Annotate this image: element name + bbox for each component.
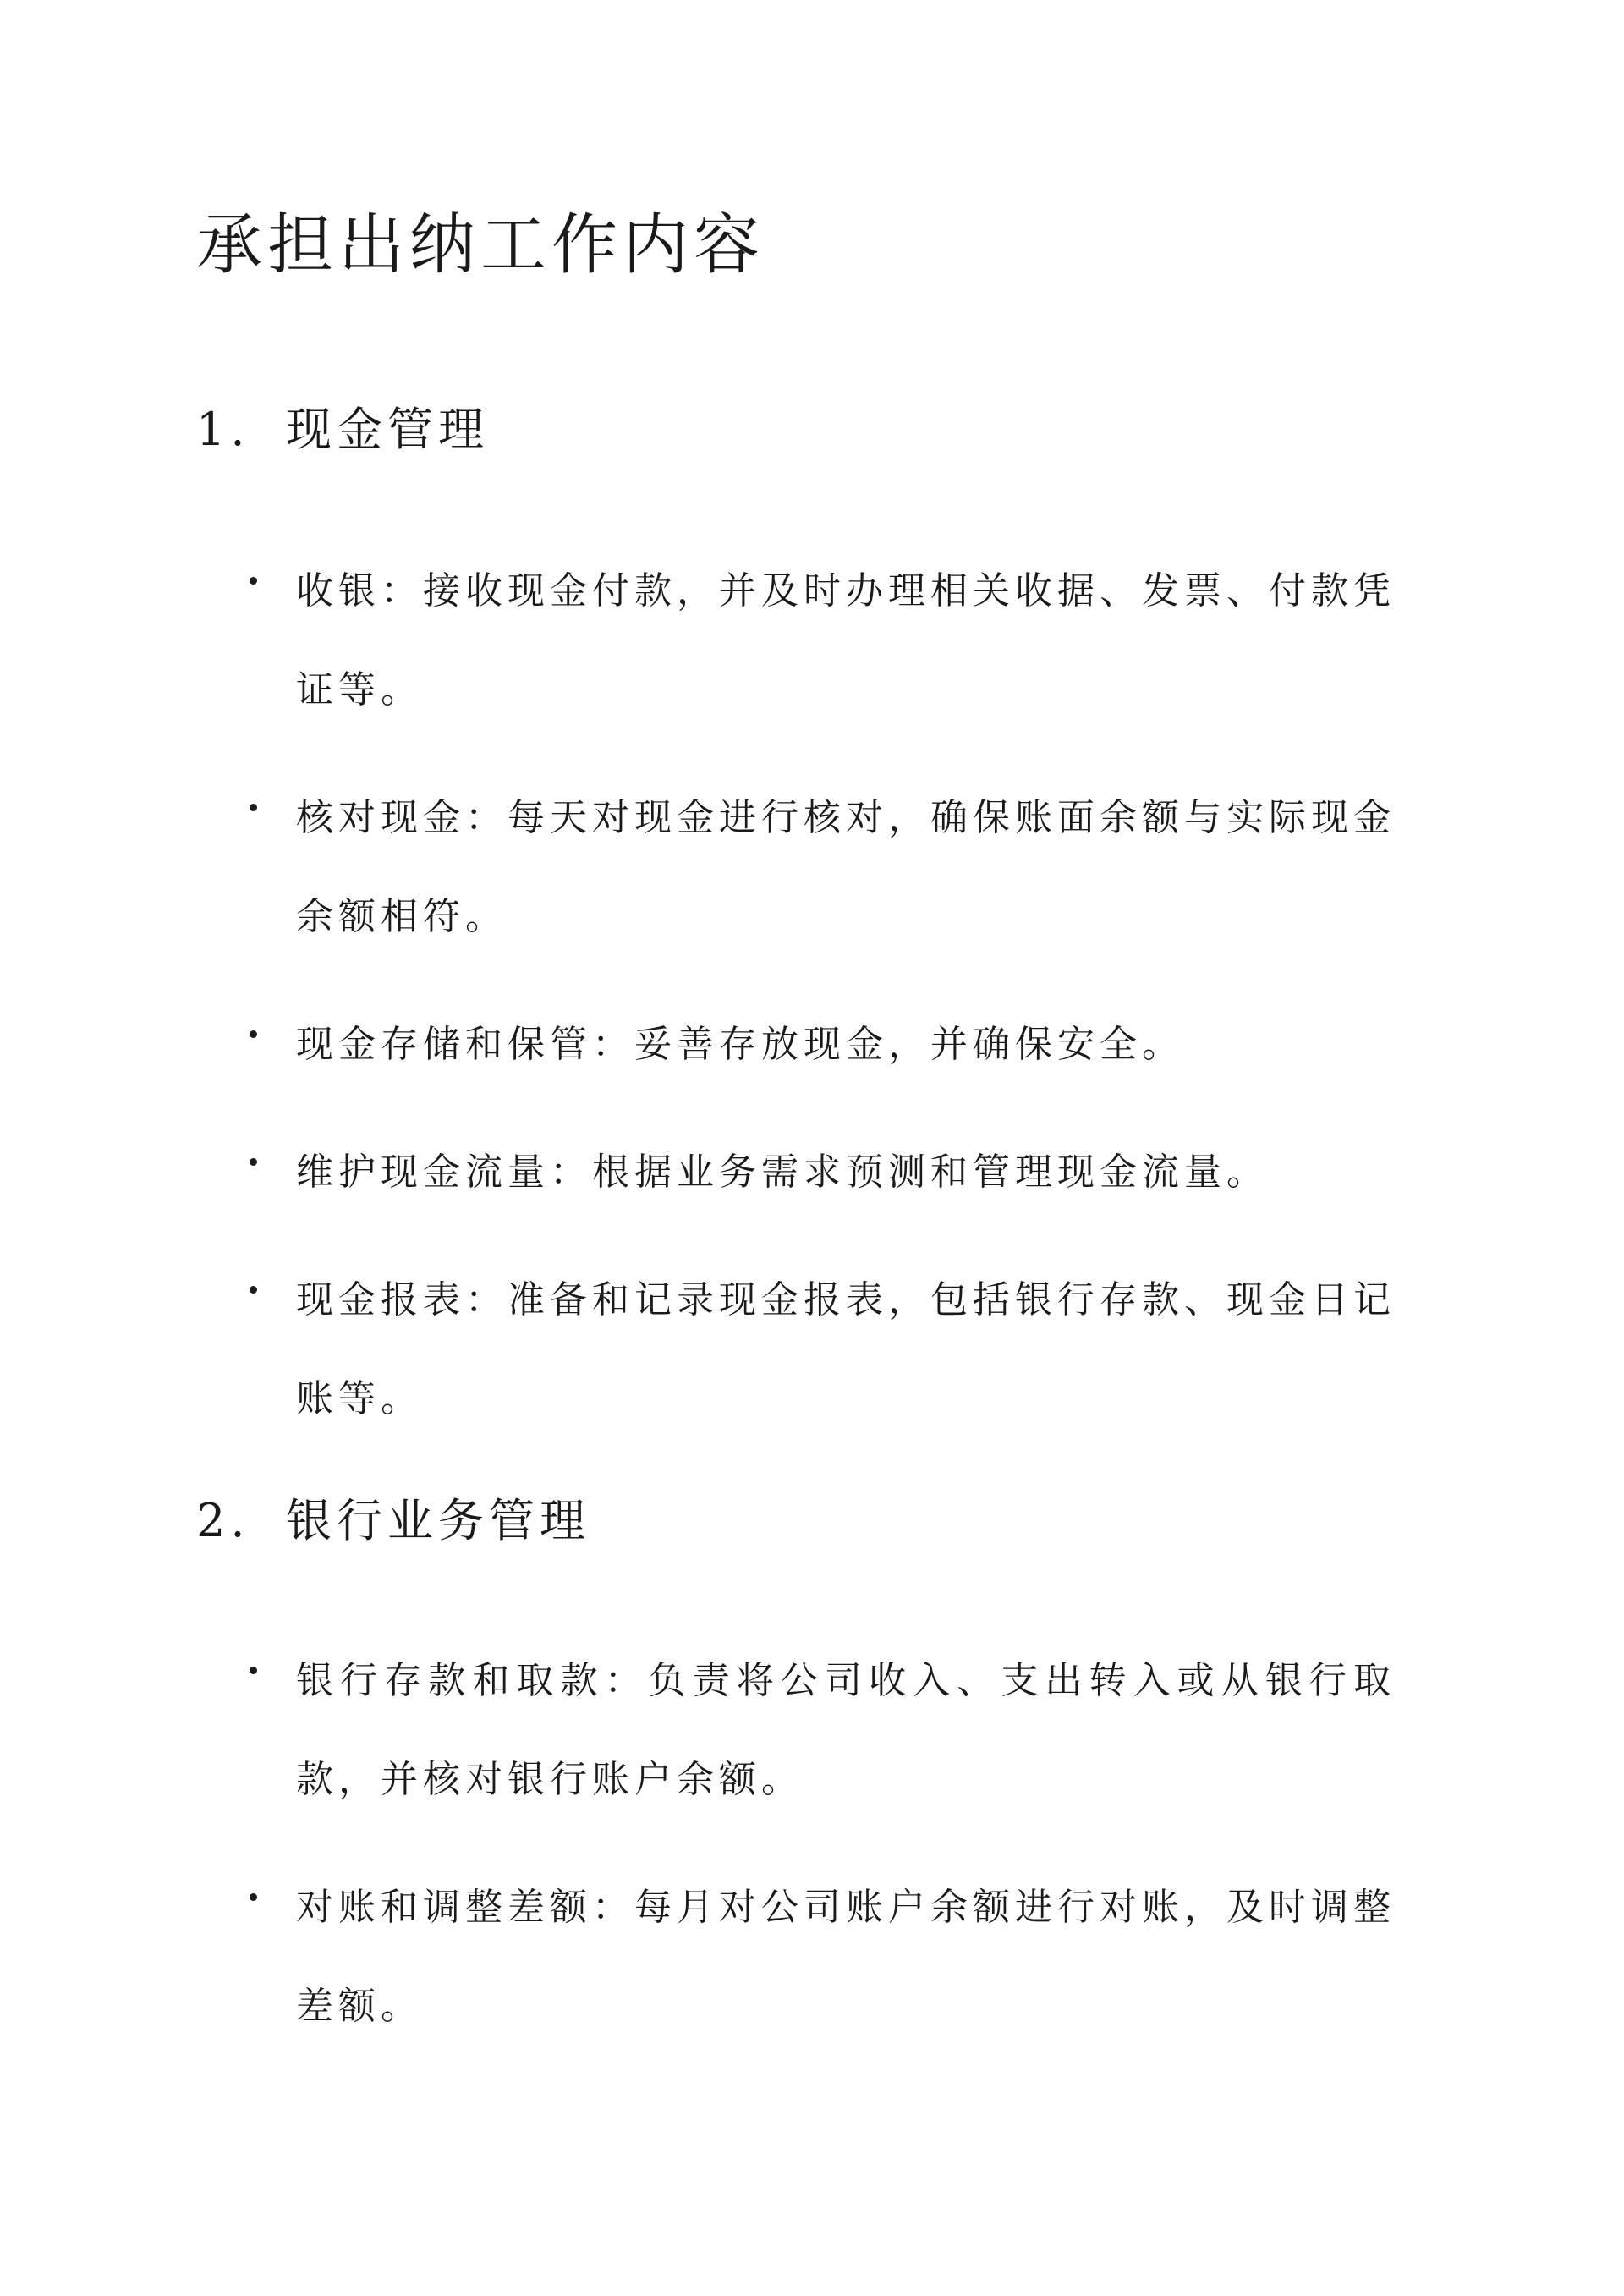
list-item: [0, 1123, 1624, 1222]
section-heading-bank-management: [196, 1487, 590, 1555]
list-item-text: 现金存储和保管：妥善存放现金，并确保安全。: [296, 1023, 1184, 1066]
list-item-text: 收银：接收现金付款，并及时办理相关收据、发票、付款凭证等。: [296, 569, 1396, 711]
list-item: [0, 1631, 1624, 1829]
section-number: 1.: [196, 403, 250, 456]
cash-management-list: [0, 541, 1624, 1448]
list-item-text: 对账和调整差额：每月对公司账户余额进行对账，及时调整差额。: [296, 1886, 1396, 2028]
list-item: [0, 1858, 1624, 2056]
bullet-icon: [250, 1667, 257, 1674]
section-title: 银行业务管理: [286, 1494, 590, 1547]
section-title: 现金管理: [286, 403, 489, 456]
bullet-icon: [250, 1286, 257, 1294]
bullet-icon: [250, 577, 257, 585]
list-item-text: 维护现金流量：根据业务需求预测和管理现金流量。: [296, 1151, 1269, 1194]
list-item: [0, 1250, 1624, 1448]
list-item: [0, 541, 1624, 739]
bullet-icon: [250, 804, 257, 811]
page-title: 承担出纳工作内容: [196, 207, 765, 283]
bank-management-list: [0, 1631, 1624, 2056]
section-heading-cash-management: [196, 396, 489, 464]
list-item-text: 核对现金：每天对现金进行核对，确保账面余额与实际现金余额相符。: [296, 796, 1396, 938]
section-number: 2.: [196, 1494, 250, 1547]
list-item: [0, 768, 1624, 966]
list-item-text: 银行存款和取款：负责将公司收入、支出转入或从银行取款，并核对银行账户余额。: [296, 1659, 1396, 1801]
list-item: [0, 995, 1624, 1094]
bullet-icon: [250, 1893, 257, 1901]
bullet-icon: [250, 1158, 257, 1166]
bullet-icon: [250, 1030, 257, 1038]
list-item-text: 现金报表：准备和记录现金报表，包括银行存款、现金日记账等。: [296, 1278, 1396, 1420]
